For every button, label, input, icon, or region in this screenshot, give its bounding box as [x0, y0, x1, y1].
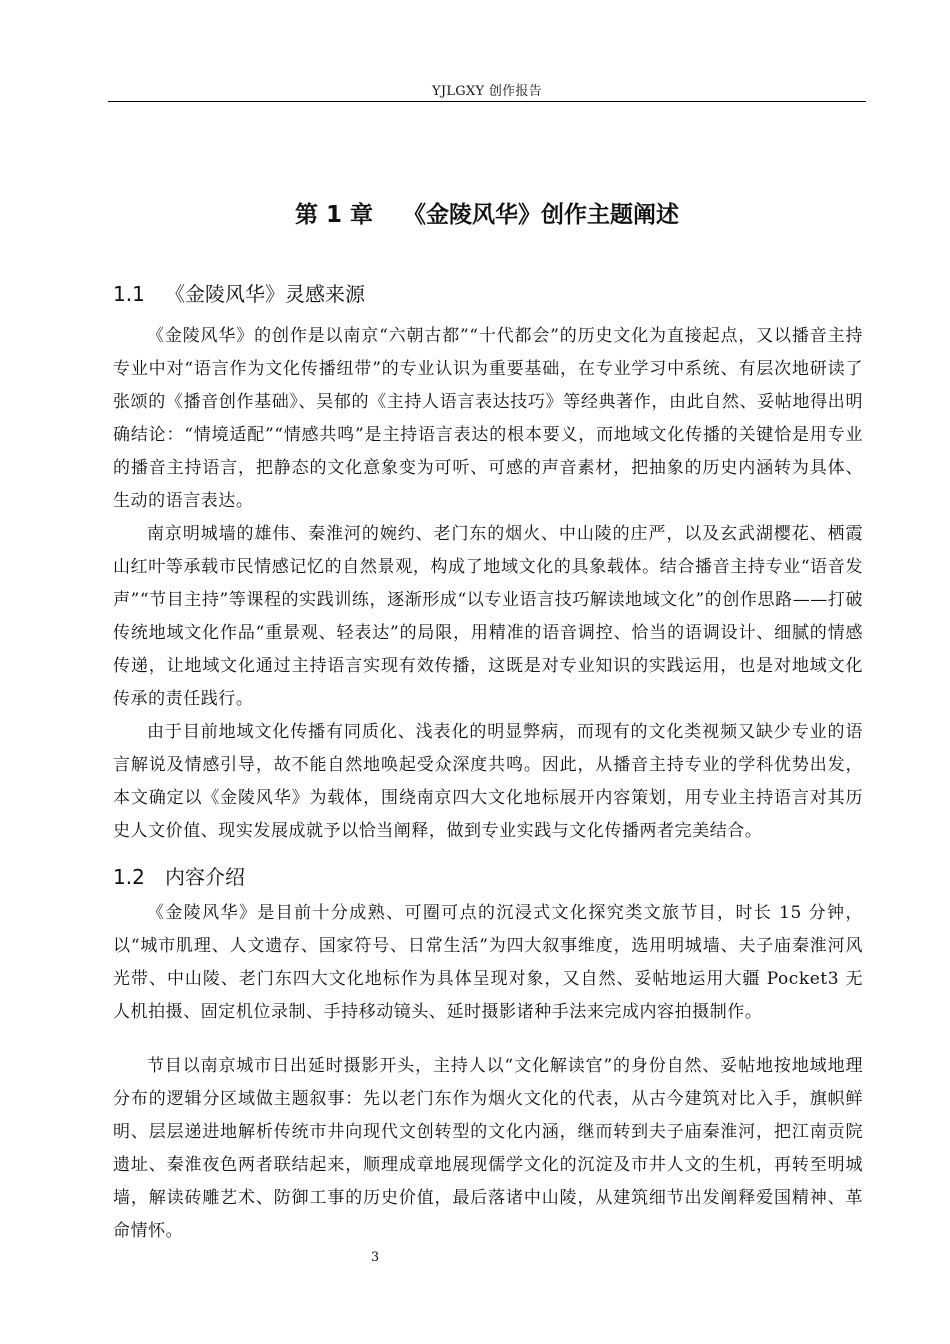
header-rule [108, 101, 866, 102]
page-number: 3 [370, 1250, 380, 1265]
section-title: 内容介绍 [165, 865, 245, 889]
paragraph: 《金陵风华》是目前十分成熟、可圈可点的沉浸式文化探究类文旅节目，时长 15 分钟，以“城市肌理、人文遗存、国家符号、日常生活”为四大叙事维度，选用明城墙、夫子庙秦淮河风光带、中山陵、老门东四大文化地标作为具体呈现对象，又自然、妥帖地运用大疆 Pocket3 无人机拍摄、固定机位录制、手持移动镜头、延时摄影诸种手法来完成内容拍摄制作。 [113, 903, 863, 1022]
chapter-title [108, 200, 866, 230]
running-header: YJLGXY 创作报告 [431, 84, 543, 99]
section-number: 1.2 [113, 865, 145, 889]
section-title: 《金陵风华》灵感来源 [165, 282, 365, 306]
chapter-title-text: 《金陵风华》创作主题阐述 [403, 202, 680, 228]
paragraph: 《金陵风华》的创作是以南京“六朝古都”“十代都会”的历史文化为直接起点，又以播音主持专业中对“语言作为文化传播纽带”的专业认识为重要基础，在专业学习中系统、有层次地研读了张颂的《播音创作基础》、吴郁的《主持人语言表达技巧》等经典著作，由此自然、妥帖地得出明确结论：“情境适配”“情感共鸣”是主持语言表达的根本要义，而地域文化传播的关键恰是用专业的播音主持语言，把静态的文化意象变为可听、可感的声音素材，把抽象的历史内涵转为具体、生动的语言表达。 [113, 326, 863, 511]
chapter-number: 第 1 章 [294, 202, 374, 228]
paragraph: 南京明城墙的雄伟、秦淮河的婉约、老门东的烟火、中山陵的庄严，以及玄武湖樱花、栖霞山红叶等承载市民情感记忆的自然景观，构成了地域文化的具象载体。结合播音主持专业“语音发声”“节目主持”等课程的实践训练，逐渐形成“以专业语言技巧解读地域文化”的创作思路——打破传统地域文化作品“重景观、轻表达”的局限，用精准的语音调控、恰当的语调设计、细腻的情感传递，让地域文化通过主持语言实现有效传播，这既是对专业知识的实践运用，也是对地域文化传承的责任践行。 [113, 524, 863, 709]
section-heading-1-2 [113, 863, 863, 891]
paragraph: 节目以南京城市日出延时摄影开头，主持人以“文化解读官”的身份自然、妥帖地按地域地理分布的逻辑分区域做主题叙事：先以老门东作为烟火文化的代表，从古今建筑对比入手，旗帜鲜明、层层递进地解析传统市井向现代文创转型的文化内涵，继而转到夫子庙秦淮河，把江南贡院遗址、秦淮夜色两者联结起来，顺理成章地展现儒学文化的沉淀及市井人文的生机，再转至明城墙，解读砖雕艺术、防御工事的历史价值，最后落诸中山陵，从建筑细节出发阐释爱国精神、革命情怀。 [113, 1056, 863, 1241]
paragraph: 由于目前地域文化传播有同质化、浅表化的明显弊病，而现有的文化类视频又缺少专业的语言解说及情感引导，故不能自然地唤起受众深度共鸣。因此，从播音主持专业的学科优势出发，本文确定以《金陵风华》为载体，围绕南京四大文化地标展开内容策划，用专业主持语言对其历史人文价值、现实发展成就予以恰当阐释，做到专业实践与文化传播两者完美结合。 [113, 722, 863, 841]
section-number: 1.1 [113, 282, 145, 306]
section-heading-1-1 [113, 280, 863, 308]
